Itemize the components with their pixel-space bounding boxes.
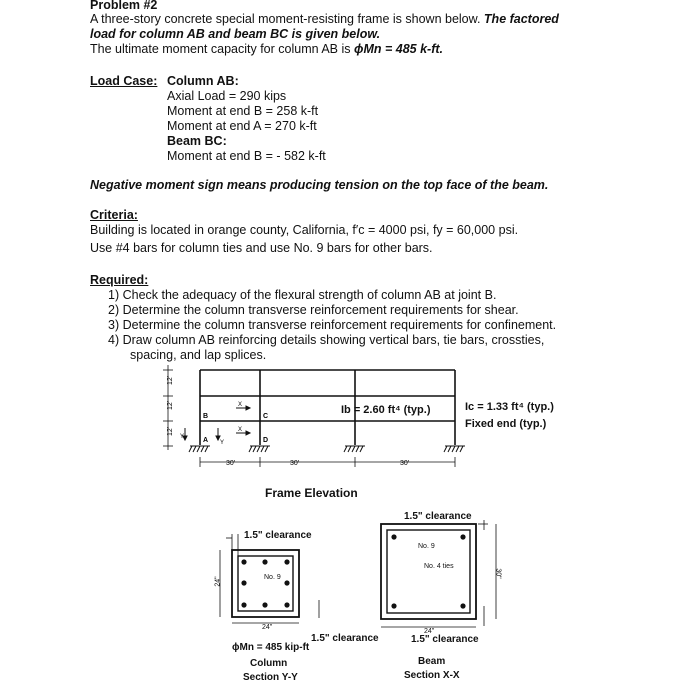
beam-inertia-label: Ib = 2.60 ft⁴ (typ.): [341, 404, 431, 416]
bay-dim-label-2: 30': [290, 460, 300, 467]
fixed-end-label: Fixed end (typ.): [465, 418, 547, 430]
intro-line-1: A three-story concrete special moment-resisting frame is shown below. The factored: [90, 12, 559, 26]
required-item-4-continued: spacing, and lap splices.: [130, 348, 267, 362]
intro-line-2: load for column AB and beam BC is given below.: [90, 27, 381, 41]
section-x-label-bottom: X: [238, 427, 243, 433]
fixed-supports: [189, 446, 465, 452]
column-capacity-label: ϕMn = 485 kip-ft: [232, 642, 310, 653]
column-height-dim: 24": [214, 576, 222, 587]
problem-title: Problem #2: [90, 0, 158, 12]
required-item-2: 2) Determine the column transverse reinforcement requirements for shear.: [108, 303, 519, 317]
column-clearance-top: 1.5" clearance: [244, 530, 312, 541]
story-dim-label-3: 12': [167, 375, 174, 385]
node-a-label: A: [203, 437, 209, 444]
load-case-heading: Load Case:: [90, 74, 158, 88]
required-item-4: 4) Draw column AB reinforcing details showing vertical bars, tie bars, crossties,: [108, 333, 545, 347]
section-y-label-left: Y: [180, 434, 185, 440]
beam-section-title: Beam: [418, 656, 446, 667]
node-d-label: D: [263, 437, 269, 444]
capacity-value: ϕMn = 485 k-ft.: [354, 42, 444, 56]
node-c-label: C: [263, 413, 269, 420]
criteria-line-2: Use #4 bars for column ties and use No. 9 bars for other bars.: [90, 241, 433, 255]
column-section-subtitle: Section Y-Y: [243, 672, 298, 683]
required-heading: Required:: [90, 273, 149, 287]
bay-dim-label-1: 30': [226, 460, 236, 467]
load-line-axial: Axial Load = 290 kips: [167, 89, 287, 103]
bay-dim-label-3: 30': [400, 460, 410, 467]
required-item-3: 3) Determine the column transverse reinforcement requirements for confinement.: [108, 318, 557, 332]
section-x-label-top: X: [238, 402, 243, 408]
section-y-arrows: [183, 428, 220, 440]
beam-section-subtitle: Section X-X: [404, 670, 460, 681]
criteria-line-1: Building is located in orange county, California, f′c = 4000 psi, fy = 60,000 psi.: [90, 223, 519, 237]
load-line-moment-b: Moment at end B = 258 k-ft: [167, 104, 319, 118]
column-bars: [241, 559, 289, 607]
column-ab-heading: Column AB:: [167, 74, 239, 88]
bay-dimension: [200, 457, 455, 467]
sign-note: Negative moment sign means producing tension on the top face of the beam.: [90, 178, 549, 192]
load-line-moment-a: Moment at end A = 270 k-ft: [167, 119, 317, 133]
beam-bar-label: No. 9: [418, 543, 435, 550]
node-b-label: B: [203, 413, 209, 420]
beam-section-drawing: [381, 520, 496, 627]
capacity-prefix: The ultimate moment capacity for column AB is: [90, 42, 354, 56]
beam-bc-heading: Beam BC:: [167, 134, 227, 148]
beam-stirrup-label: No. 4 ties: [424, 563, 454, 570]
criteria-heading: Criteria:: [90, 208, 138, 222]
beam-width-dim: 24": [424, 628, 435, 635]
column-inertia-label: Ic = 1.33 ft⁴ (typ.): [465, 401, 554, 413]
beam-height-dim: 30": [494, 568, 502, 579]
story-dim-label-1: 12': [167, 426, 174, 436]
story-dim-label-2: 12': [167, 400, 174, 410]
beam-line-moment-b: Moment at end B = - 582 k-ft: [167, 149, 326, 163]
column-bar-label: No. 9: [264, 574, 281, 581]
section-y-label-right: Y: [220, 440, 225, 446]
column-section-title: Column: [250, 658, 288, 669]
column-clearance-bottom: 1.5" clearance: [311, 633, 379, 644]
column-width-dim: 24": [262, 624, 273, 631]
frame-elevation-caption: Frame Elevation: [265, 486, 358, 500]
beam-clearance-bottom: 1.5" clearance: [411, 634, 479, 645]
required-item-1: 1) Check the adequacy of the flexural strength of column AB at joint B.: [108, 288, 497, 302]
beam-clearance-top: 1.5" clearance: [404, 511, 472, 522]
